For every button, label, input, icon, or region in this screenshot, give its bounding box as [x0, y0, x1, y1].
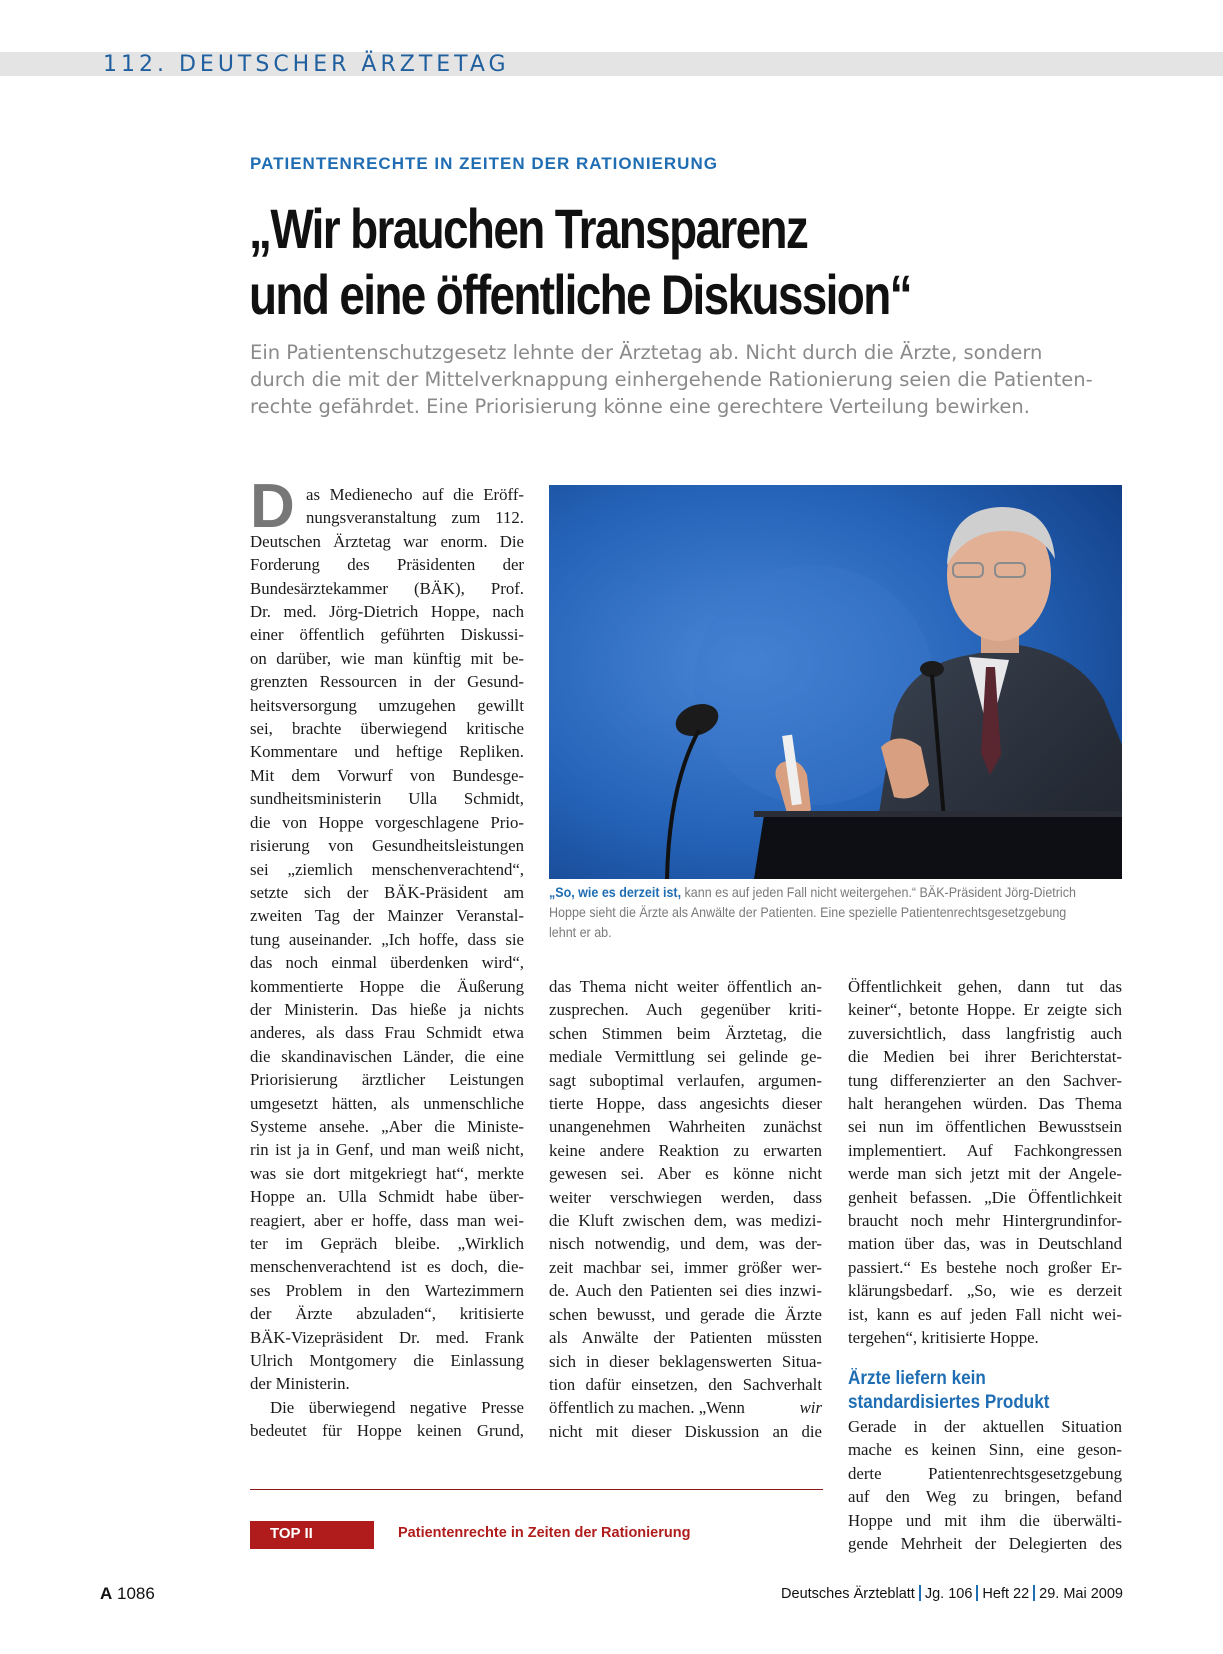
top-badge [250, 1521, 374, 1549]
lead-line: durch die mit der Mittelverknappung einhergehende Rationierung seien die Patienten- [250, 368, 1093, 391]
top-badge-label: TOP II [270, 1525, 313, 1542]
subhead-line: standardisiertes Produkt [848, 1392, 1050, 1413]
photo-caption [549, 883, 1076, 943]
text-line: grenzten Ressourcen in der Gesund- [250, 672, 524, 692]
journal-footer [781, 1585, 1123, 1602]
journal-name: Deutsches Ärzteblatt [781, 1586, 915, 1602]
headline-line: „Wir brauchen Transparenz [249, 197, 808, 260]
text-line: das Thema nicht weiter öffentlich an- [549, 977, 822, 996]
page-number [100, 1584, 155, 1604]
text-line: Gerade in der aktuellen Situation [848, 1417, 1122, 1436]
text-line: genheit befassen. „Die Öffentlichkeit [848, 1187, 1122, 1207]
footer-separator [1033, 1585, 1035, 1601]
text-line: mediale Vermittlung sei gelinde ge- [549, 1047, 822, 1067]
text-line: nungsveranstaltung zum 112. [306, 508, 524, 528]
article-kicker: PATIENTENRECHTE IN ZEITEN DER RATIONIERUNG [250, 154, 718, 173]
text-line: Bundesärztekammer (BÄK), Prof. [250, 578, 524, 598]
text-line: umgesetzt hätten, als unmenschliche [250, 1093, 524, 1113]
text-line: passiert.“ Es bestehe noch großer Er- [848, 1257, 1122, 1277]
text-line: BÄK-Vizepräsident Dr. med. Frank [250, 1327, 524, 1347]
text-line: ist, kann es auf jeden Fall nicht wei- [848, 1304, 1122, 1324]
text-line: weiter verschwiegen werden, dass [549, 1187, 822, 1207]
text-line: zusprechen. Auch gegenüber kriti- [549, 1000, 822, 1020]
text-line: Die überwiegend negative Presse [270, 1397, 524, 1417]
folio-letter: A [100, 1584, 113, 1603]
text-line: Öffentlichkeit gehen, dann tut das [848, 977, 1122, 996]
text-line: zuversichtlich, dass langfristig auch [848, 1023, 1122, 1043]
text-line [549, 1396, 822, 1419]
text-line: sundheitsministerin Ulla Schmidt, [250, 789, 524, 809]
text-line: Hoppe an. Ulla Schmidt habe über- [250, 1187, 524, 1207]
text-line: die Kluft zwischen dem, was medizi- [549, 1211, 822, 1231]
text-line: gewesen sei. Aber es könne nicht [549, 1164, 822, 1184]
text-line: was sie dort mitgekriegt hat“, merkte [250, 1163, 524, 1183]
text-line: keine andere Reaktion zu erwarten [549, 1140, 822, 1160]
text-line: sei „ziemlich menschenverachtend“, [250, 859, 524, 879]
journal-date: 29. Mai 2009 [1039, 1586, 1123, 1602]
text-line: der Ärzte abzuladen“, kritisierte [250, 1304, 524, 1324]
text-line: mache es keinen Sinn, eine geson- [848, 1440, 1122, 1460]
text-line: unangenehmen Wahrheiten zunächst [549, 1117, 822, 1137]
text-line: sei nun im öffentlichen Bewusstsein [848, 1117, 1122, 1137]
text-line: as Medienecho auf die Eröff- [306, 485, 524, 504]
text-line: tergehen“, kritisierte Hoppe. [848, 1328, 1039, 1348]
text-line: nicht mit dieser Diskussion an die [549, 1421, 822, 1441]
text-line: das noch einmal überdenken wird“, [250, 953, 524, 973]
text-line: implementiert. Auf Fachkongressen [848, 1140, 1122, 1160]
text-line: tung differenzierter an den Sachver- [848, 1070, 1122, 1090]
text-line: tung auseinander. „Ich hoffe, dass sie [250, 929, 524, 949]
headline-line: und eine öffentliche Diskussion“ [249, 263, 911, 326]
text-line: rin ist ja in Genf, und man weiß nicht, [250, 1140, 524, 1160]
text-line: der Ministerin. Das hieße ja nichts [250, 999, 524, 1019]
text-line: Mit dem Vorwurf von Bundesge- [250, 765, 524, 785]
text-line: sagt suboptimal verlaufen, argumen- [549, 1070, 822, 1090]
text-line: anderes, als dass Frau Schmidt etwa [250, 1023, 524, 1043]
text-line: setzte sich der BÄK-Präsident am [250, 882, 524, 902]
text-line: einer öffentlich geführten Diskussi- [250, 625, 524, 645]
text-line: schen bewusst, und gerade die Ärzte [549, 1304, 822, 1324]
section-subhead [848, 1367, 1095, 1415]
text-line: als Anwälte der Patienten müssten [549, 1328, 822, 1348]
speaker-photo [549, 485, 1122, 879]
body-column-3-continued [848, 1415, 1122, 1555]
text-line: Dr. med. Jörg-Dietrich Hoppe, nach [250, 602, 524, 622]
text-line: Forderung des Präsidenten der [250, 555, 524, 575]
caption-line: lehnt er ab. [549, 925, 612, 940]
text-line: reagiert, aber er hoffe, dass man wei- [250, 1210, 524, 1230]
text-line: gende Mehrheit der Delegierten des [848, 1534, 1122, 1554]
text-line: der Ministerin. [250, 1374, 350, 1394]
footer-separator [919, 1585, 921, 1601]
text-line: ter im Gepräch bleibe. „Wirklich [250, 1234, 524, 1253]
folio-number: 1086 [117, 1584, 155, 1603]
text-line: tierte Hoppe, dass angesichts dieser [549, 1094, 822, 1114]
text-line: derte Patientenrechtsgesetzgebung [848, 1463, 1122, 1483]
lead-line: Ein Patientenschutzgesetz lehnte der Ärztetag ab. Nicht durch die Ärzte, sondern [250, 341, 1043, 364]
text-line: bedeutet für Hoppe keinen Grund, [250, 1421, 524, 1441]
text-line: menschenverachtend ist es doch, die- [250, 1257, 524, 1277]
body-column-1 [250, 472, 524, 1443]
text-line: risierung von Gesundheitsleistungen [250, 836, 524, 856]
text-line: die von Hoppe vorgeschlagene Prio- [250, 812, 524, 832]
text-line: braucht noch mehr Hintergrundinfor- [848, 1211, 1122, 1231]
text-line: nisch notwendig, und dem, was der- [549, 1234, 822, 1254]
text-line: heitsversorgung umzugehen gewillt [250, 695, 524, 715]
text-line: Kommentare und heftige Repliken. [250, 742, 524, 762]
text-line: Systeme ansehe. „Aber die Ministe- [250, 1116, 524, 1136]
text-line: Ulrich Montgomery die Einlassung [250, 1351, 524, 1371]
text-line: zweiten Tag der Mainzer Veranstal- [250, 906, 524, 926]
text-line: kommentierte Hoppe die Äußerung [250, 976, 524, 996]
caption-lead-in: „So, wie es derzeit ist, [549, 885, 682, 900]
text-line: Priorisierung ärztlicher Leistungen [250, 1070, 524, 1090]
text-line: werde man sich jetzt mit der Angele- [848, 1164, 1122, 1184]
running-head: 112. DEUTSCHER ÄRZTETAG [103, 52, 510, 77]
text-line: klärungsbedarf. „So, wie es derzeit [848, 1281, 1122, 1301]
text-line: die Medien bei ihrer Berichterstat- [848, 1047, 1122, 1067]
text-line: sei, brachte überwiegend kritische [250, 719, 524, 739]
text-line: auf den Weg zu bringen, befand [848, 1487, 1122, 1507]
text-line: mation über das, was in Deutschland [848, 1234, 1122, 1254]
text-line: Hoppe und mit ihm die überwälti- [848, 1510, 1122, 1530]
footer-rule [250, 1489, 823, 1490]
journal-volume: Jg. 106 [924, 1586, 973, 1602]
text-line: de. Auch den Patienten sei dies inzwi- [549, 1281, 822, 1301]
text-line: keiner“, betonte Hoppe. Er zeigte sich [848, 1000, 1122, 1020]
footer-separator [976, 1585, 978, 1601]
text-line: die skandinavischen Länder, die eine [250, 1046, 524, 1066]
journal-issue: Heft 22 [982, 1586, 1030, 1602]
caption-text: kann es auf jeden Fall nicht weitergehen.“ BÄK-Präsident Jörg-Dietrich [681, 885, 1076, 900]
text-line: tion dafür einsetzen, den Sachverhalt [549, 1374, 822, 1394]
caption-line: Hoppe sieht die Ärzte als Anwälte der Patienten. Eine spezielle Patientenrechtsgesetzgebung [549, 905, 1067, 920]
text-line: on darüber, wie man künftig mit be- [250, 648, 524, 668]
drop-cap: D [250, 472, 295, 541]
text-line: ses Problem in den Wartezimmern [250, 1280, 524, 1300]
emphasis-word: wir [799, 1398, 822, 1418]
body-column-3 [848, 975, 1122, 1350]
text-line: zeit machbar sei, immer größer wer- [549, 1257, 822, 1277]
text-line: schen Stimmen beim Ärztetag, die [549, 1023, 822, 1043]
caption-line [549, 883, 1076, 903]
text-line: sich in dieser beklagenswerten Situa- [549, 1351, 822, 1371]
lead-line: rechte gefährdet. Eine Priorisierung könne eine gerechtere Verteilung bewirken. [250, 395, 1030, 418]
article-headline [249, 196, 987, 328]
text-line: Deutschen Ärztetag war enorm. Die [250, 531, 524, 551]
article-lead [250, 339, 1150, 420]
body-column-2 [549, 975, 822, 1443]
top-title: Patientenrechte in Zeiten der Rationierung [398, 1525, 691, 1541]
subhead-line: Ärzte liefern kein [848, 1368, 986, 1389]
text-fragment: öffentlich zu machen. „Wenn [549, 1398, 745, 1418]
text-line: halt herangehen würden. Das Thema [848, 1094, 1122, 1114]
